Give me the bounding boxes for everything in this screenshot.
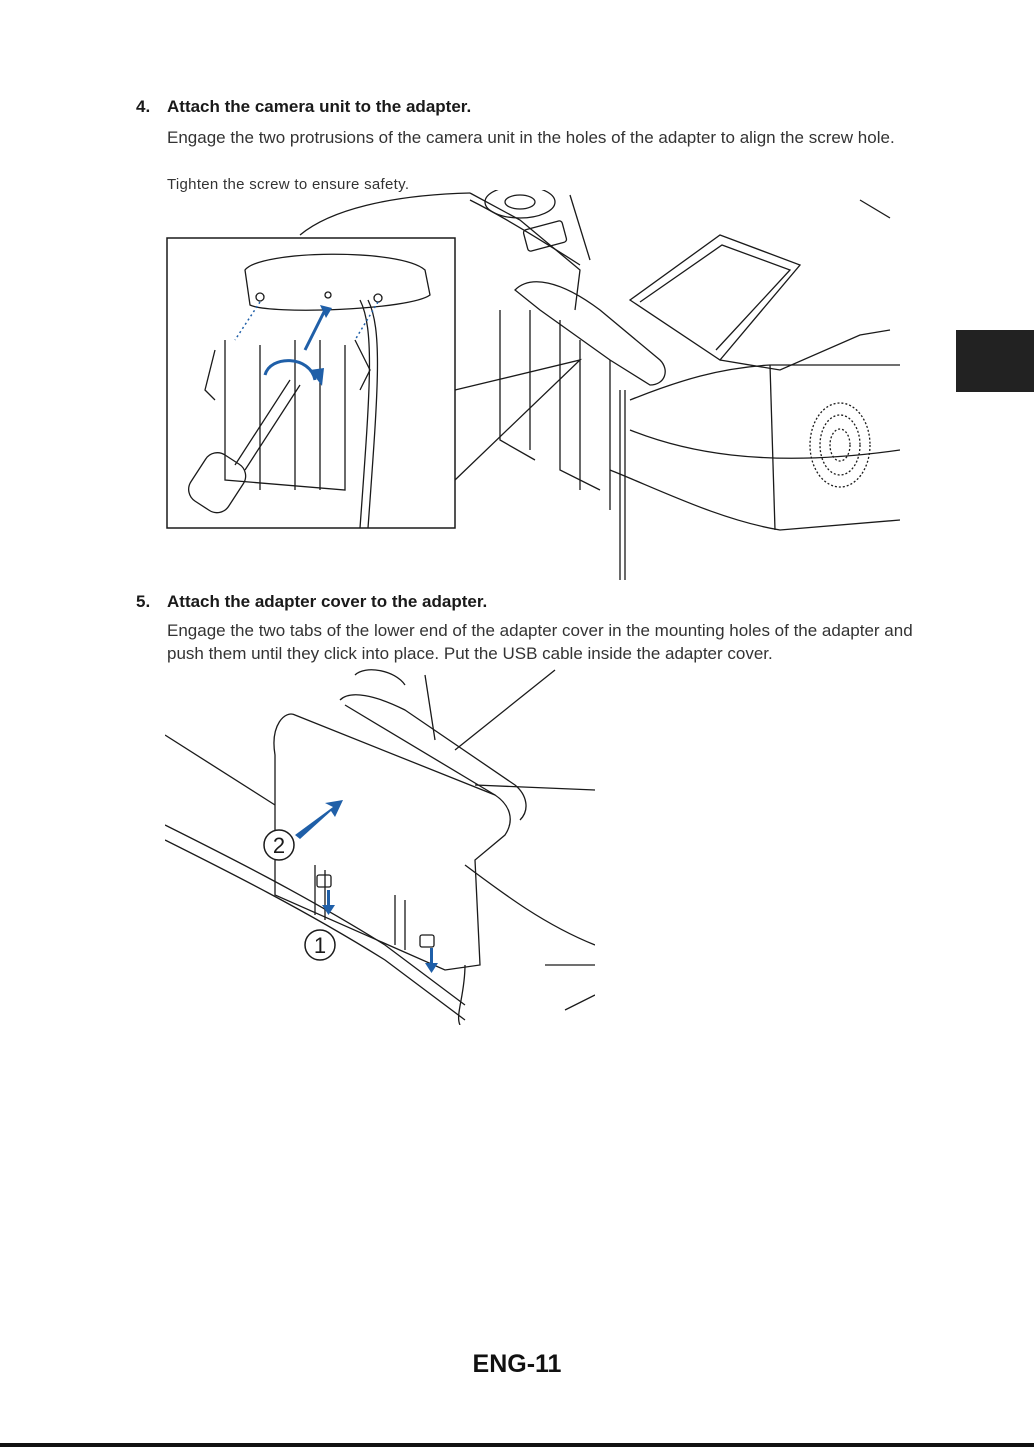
section-tab: [956, 330, 1034, 392]
page-number: ENG-11: [472, 1350, 562, 1378]
step-4-number: 4.: [136, 97, 151, 116]
step-4-title: Attach the camera unit to the adapter.: [167, 97, 472, 116]
adapter-cover-illustration: [165, 665, 595, 1025]
step-5-number: 5.: [136, 592, 151, 611]
bottom-rule: [0, 1443, 1034, 1447]
camera-attach-illustration: [160, 190, 900, 582]
step-4-note: Tighten the screw to ensure safety.: [167, 176, 410, 193]
step-5-body: Engage the two tabs of the lower end of the adapter cover in the mounting holes of the adapter and push them until they click into place. Put the USB cable inside the adapter cover.: [167, 621, 913, 663]
callout-1: 1: [313, 933, 327, 958]
step-5-title: Attach the adapter cover to the adapter.: [167, 592, 488, 611]
step-4-body: Engage the two protrusions of the camera unit in the holes of the adapter to align the screw hole.: [167, 128, 895, 147]
callout-2: 2: [272, 833, 286, 858]
